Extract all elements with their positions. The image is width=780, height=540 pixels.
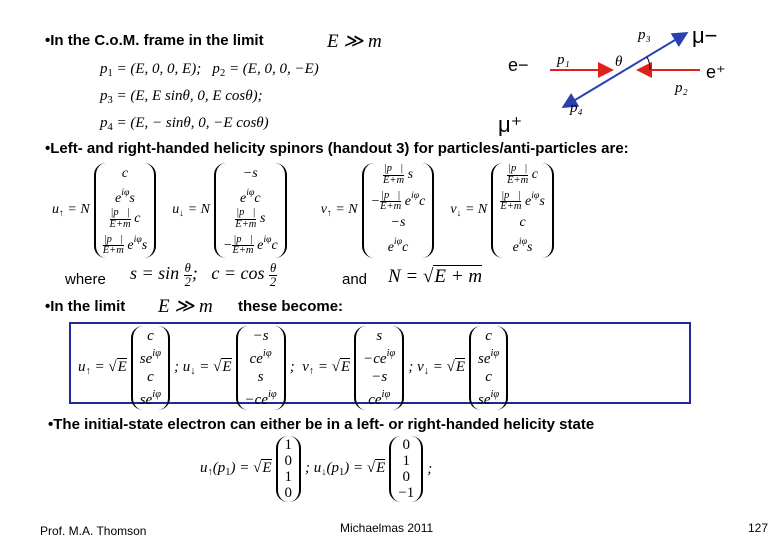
- limit-bullet: •In the limit: [45, 298, 126, 315]
- p4-label: p₄: [570, 100, 583, 116]
- and-label: and: [342, 271, 368, 288]
- p2-label: p₂: [675, 80, 688, 96]
- com-frame-bullet: •In the C.o.M. frame in the limit: [45, 32, 264, 49]
- electron-label: e−: [508, 55, 529, 75]
- page-number: 127: [748, 521, 769, 535]
- mu-minus-arrow: [625, 34, 685, 70]
- p3-label: p₃: [638, 27, 651, 43]
- initial-state-bullet: •The initial-state electron can either be in a left- or right-handed helicity state: [48, 416, 595, 433]
- normalization-definition: N = √E + m: [388, 266, 483, 287]
- these-become-label: these become:: [238, 298, 344, 315]
- full-spinors-row: $u_↑ = N$ c $e^{i\varphi}s$ $\frac{|p⃗|}{E+m}$ c $\frac{|p⃗|}{E+m}$ $e^{i\varphi}s$ $u_↓ = N$ −s $e^{i\varphi}c$ $\frac{|p⃗|}{E+m}$ s − $\frac{|p⃗|}{E+m}$ $e^{i\varphi}c$ $v_↑ = N$ $\frac{|p⃗|}{E+m}$ s − $\frac{|p⃗|}{E+m}$ $e^{i\varphi}c$ −s $e^{i\varphi}c$ $v_↓ = N$ $\frac{|p⃗|}{E+m}$ c $\frac{|p⃗|}{E+m}$ $e^{i\varphi}s$ c $e^{i\varphi}s$: [52, 163, 554, 258]
- p1-label: p₁: [557, 52, 570, 68]
- where-label: where: [65, 271, 106, 288]
- limit-expression: E ≫ m: [327, 31, 382, 52]
- theta-label: θ: [615, 54, 623, 70]
- momenta-definitions: $p_1 = (E$, 0, 0, E); $p_2 = (E$, 0, 0, −E) $p_3 = (E$, E sinθ, 0, E cosθ); $p_4 = (E$, − sinθ, 0, −E cosθ): [100, 61, 319, 133]
- mu-minus-label: μ−: [692, 23, 718, 48]
- mu-plus-label: μ⁺: [498, 112, 523, 137]
- footer-author: Prof. M.A. Thomson: [40, 524, 147, 538]
- limit-expression-2: E ≫ m: [158, 296, 213, 317]
- positron-label: e⁺: [706, 62, 726, 82]
- footer-term: Michaelmas 2011: [340, 521, 434, 535]
- limit-spinors-row: $u_↑ = √E$ c $se^{i\varphi}$ c $se^{i\varphi}$ ; $u_↓ = √E$ −s $ce^{i\varphi}$ s $-ce^{i\varphi}$ ; $v_↑ = √E$ s $-ce^{i\varphi}$ −s $ce^{i\varphi}$ ; $v_↓ = √E$ c $se^{i\varphi}$ c $se^{i\varphi}$: [78, 326, 508, 410]
- initial-spinors-row: $u_↑(p_1) = √E$ 1 0 1 0 ; $u_↓(p_1) = √E$ 0 1 0 −1 ;: [200, 437, 433, 501]
- helicity-spinors-bullet: •Left- and right-handed helicity spinors (handout 3) for particles/anti-particles are:: [45, 140, 629, 157]
- s-c-definitions: s = sin $\frac{\theta}{2}$ ; c = cos $\frac{\theta}{2}$: [130, 261, 277, 289]
